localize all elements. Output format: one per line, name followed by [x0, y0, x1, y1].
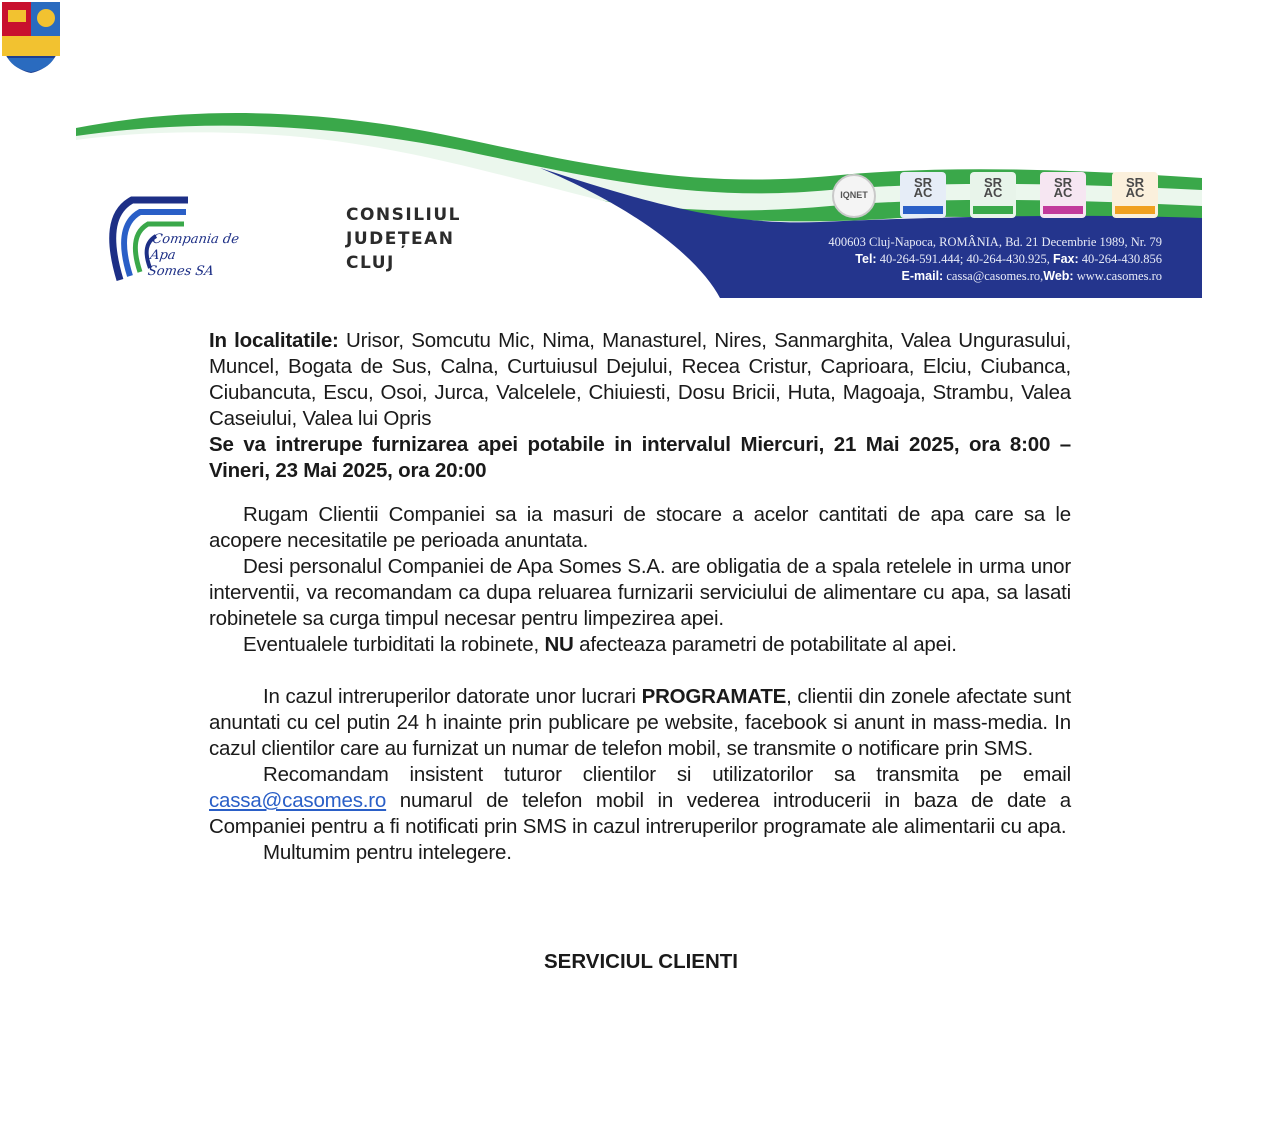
thanks-line: Multumim pentru intelegere. [263, 841, 512, 864]
turbidity-note: Eventualele turbiditati la robinete, NU afecteaza parametri de potabilitate al apei. [243, 633, 957, 656]
flushing-advice: Desi personalul Companiei de Apa Somes S.A. are obligatia de a spala retelele in urma unor interventii, va recomandam ca dupa reluarea furnizarii serviciului de alimentare cu apa, sa lasati robinetele sa curga timpul necesar pentru limpezirea apei. [209, 555, 1071, 630]
council-name-line-2: JUDEȚEAN [346, 229, 455, 249]
storage-advice: Rugam Clientii Companiei sa ia masuri de stocare a acelor cantitati de apa care sa le acopere necesitatile pe perioada anuntata. [209, 503, 1071, 552]
contact-phones: Tel: 40-264-591.444; 40-264-430.925, Fax: 40-264-430.856 [855, 252, 1162, 266]
council-name-line-3: CLUJ [346, 253, 395, 273]
localities-paragraph [209, 328, 1071, 432]
letterhead [0, 0, 1282, 310]
contact-email-web: E-mail: cassa@casomes.ro,Web: www.casomes.ro [901, 269, 1162, 283]
sms-recommendation: Recomandam insistent tuturor clientilor si utilizatorilor sa transmita pe email cassa@casomes.ro numarul de telefon mobil in vederea introducerii in baza de date a Companiei pentru a fi notificati prin SMS in cazul intreruperilor programate ale alimentarii cu apa. [209, 763, 1071, 838]
company-name: Compania de Apa Somes SA [146, 232, 240, 279]
localities-list: Urisor, Somcutu Mic, Nima, Manasturel, Nires, Sanmarghita, Valea Ungurasului, Muncel, Bogata de Sus, Calna, Curtuiusul Dejului, Recea Cristur, Caprioara, Elciu, Ciubanca, Ciubancuta, Escu, Osoi, Jurca, Valcelele, Chiuiesti, Dosu Bricii, Huta, Magoaja, Strambu, Valea Caseiului, Valea lui Opris [209, 329, 1071, 430]
header-email-link[interactable]: cassa@casomes.ro, [946, 269, 1044, 283]
scheduled-works-note: In cazul intreruperilor datorate unor lucrari PROGRAMATE, clientii din zonele afectate sunt anuntati cu cel putin 24 h inainte prin publicare pe website, facebook si anunt in mass-media. In cazul clientilor care au furnizat un numar de telefon mobil, se transmite o notificare prin SMS. [209, 685, 1071, 760]
council-name-line-1: CONSILIUL [346, 205, 462, 225]
srac-badge-1-icon: SR AC [900, 172, 946, 218]
header-web-link[interactable]: www.casomes.ro [1076, 269, 1162, 283]
council-name [346, 203, 461, 275]
localities-label: In localitatile: [209, 329, 339, 352]
srac-badge-4-icon: SR AC [1112, 172, 1158, 218]
signature: SERVICIUL CLIENTI [543, 950, 739, 973]
contact-address: 400603 Cluj-Napoca, ROMÂNIA, Bd. 21 Decembrie 1989, Nr. 79 [828, 235, 1162, 249]
iqnet-badge-icon: IQNET [832, 174, 876, 218]
srac-badge-2-icon: SR AC [970, 172, 1016, 218]
interruption-notice: Se va intrerupe furnizarea apei potabile in intervalul Miercuri, 21 Mai 2025, ora 8:00 – Vineri, 23 Mai 2025, ora 20:00 [209, 433, 1071, 482]
council-crest-icon [0, 0, 62, 74]
contact-info [828, 234, 1162, 285]
certification-badges [830, 172, 1160, 220]
srac-badge-3-icon: SR AC [1040, 172, 1086, 218]
email-link[interactable]: cassa@casomes.ro [209, 789, 387, 812]
notice-body [209, 328, 1071, 866]
